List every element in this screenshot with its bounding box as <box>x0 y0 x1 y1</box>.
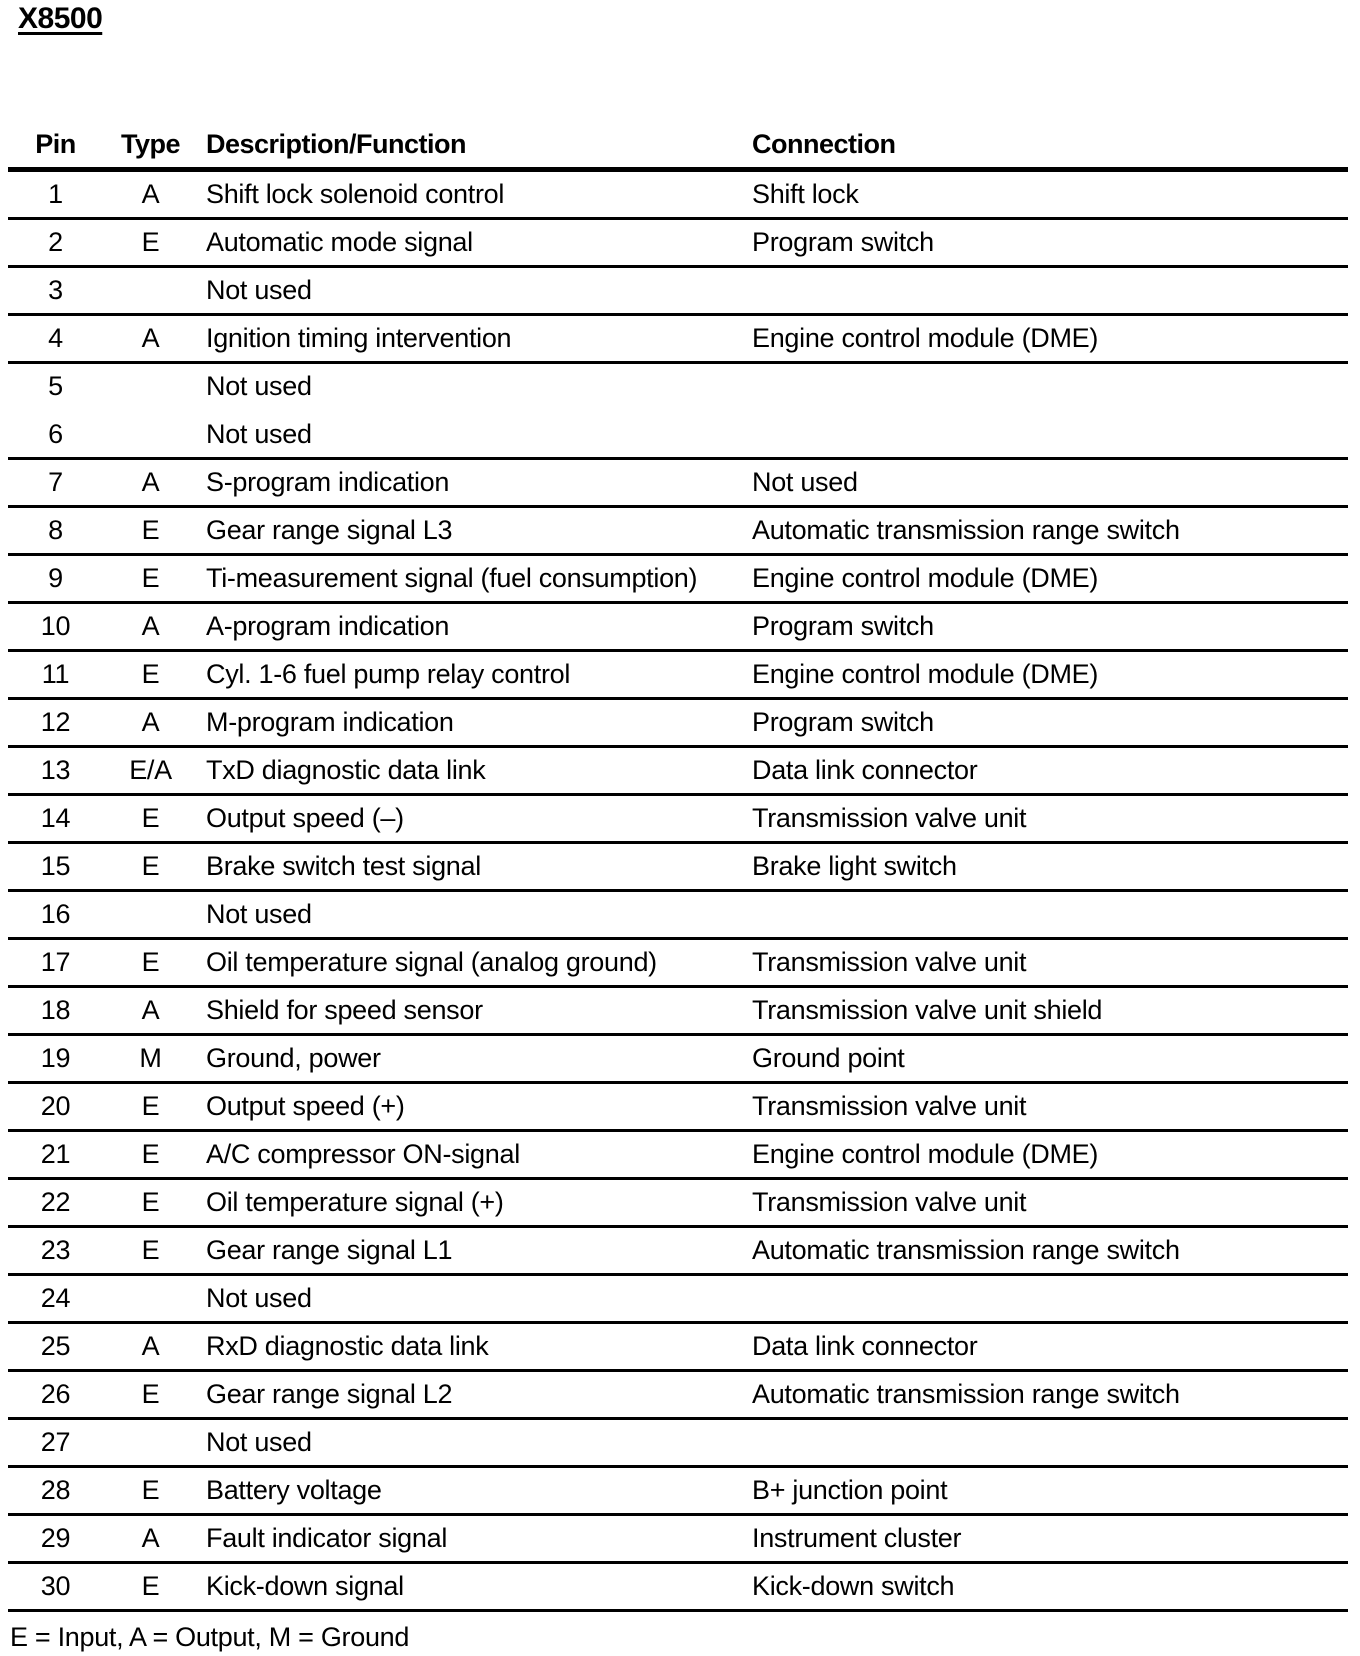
table-row <box>8 315 1348 363</box>
connection-cell: Shift lock <box>742 170 1348 219</box>
description-cell: Output speed (–) <box>198 795 742 843</box>
description-cell: Gear range signal L3 <box>198 507 742 555</box>
type-cell: A <box>103 1515 198 1563</box>
table-row <box>8 1563 1348 1611</box>
table-body <box>8 170 1348 1611</box>
pin-cell: 29 <box>8 1515 103 1563</box>
table-row <box>8 507 1348 555</box>
type-cell <box>103 363 198 411</box>
type-cell <box>103 267 198 315</box>
connection-cell: Automatic transmission range switch <box>742 1227 1348 1275</box>
table-row <box>8 1179 1348 1227</box>
pin-cell: 24 <box>8 1275 103 1323</box>
connection-cell: B+ junction point <box>742 1467 1348 1515</box>
type-cell: E <box>103 651 198 699</box>
connection-cell: Transmission valve unit <box>742 795 1348 843</box>
table-row <box>8 651 1348 699</box>
description-cell: Ti-measurement signal (fuel consumption) <box>198 555 742 603</box>
connection-cell: Program switch <box>742 603 1348 651</box>
description-cell: Brake switch test signal <box>198 843 742 891</box>
pin-cell: 21 <box>8 1131 103 1179</box>
description-cell: Ignition timing intervention <box>198 315 742 363</box>
description-cell: Not used <box>198 411 742 459</box>
table-row <box>8 555 1348 603</box>
table-row <box>8 1515 1348 1563</box>
type-cell: E <box>103 1131 198 1179</box>
type-legend: E = Input, A = Output, M = Ground <box>10 1622 410 1652</box>
description-cell: Not used <box>198 1275 742 1323</box>
type-cell <box>103 1275 198 1323</box>
pin-cell: 9 <box>8 555 103 603</box>
description-cell: Oil temperature signal (+) <box>198 1179 742 1227</box>
table-header-row <box>8 122 1348 170</box>
connection-cell <box>742 1275 1348 1323</box>
description-cell: Kick-down signal <box>198 1563 742 1611</box>
type-cell: E <box>103 1179 198 1227</box>
pin-cell: 4 <box>8 315 103 363</box>
pin-cell: 23 <box>8 1227 103 1275</box>
description-cell: A-program indication <box>198 603 742 651</box>
table-row <box>8 603 1348 651</box>
table-row <box>8 939 1348 987</box>
pin-cell: 6 <box>8 411 103 459</box>
description-cell: Gear range signal L2 <box>198 1371 742 1419</box>
pin-cell: 19 <box>8 1035 103 1083</box>
connection-cell: Data link connector <box>742 747 1348 795</box>
type-cell <box>103 411 198 459</box>
pin-cell: 27 <box>8 1419 103 1467</box>
connection-cell <box>742 1419 1348 1467</box>
header-pin: Pin <box>8 122 103 170</box>
description-cell: Not used <box>198 891 742 939</box>
type-cell <box>103 1419 198 1467</box>
description-cell: Gear range signal L1 <box>198 1227 742 1275</box>
connection-cell: Instrument cluster <box>742 1515 1348 1563</box>
description-cell: Not used <box>198 267 742 315</box>
table-row <box>8 363 1348 411</box>
pin-cell: 7 <box>8 459 103 507</box>
table-row <box>8 891 1348 939</box>
header-type: Type <box>103 122 198 170</box>
type-cell: A <box>103 1323 198 1371</box>
connection-cell: Engine control module (DME) <box>742 555 1348 603</box>
connection-cell <box>742 363 1348 411</box>
pin-cell: 5 <box>48 371 63 401</box>
type-cell: A <box>103 699 198 747</box>
table-row <box>8 1371 1348 1419</box>
connection-cell: Data link connector <box>742 1323 1348 1371</box>
type-cell: E <box>103 795 198 843</box>
description-cell: Oil temperature signal (analog ground) <box>198 939 742 987</box>
pin-cell: 2 <box>8 219 103 267</box>
description-cell: Cyl. 1-6 fuel pump relay control <box>198 651 742 699</box>
description-cell: Output speed (+) <box>198 1083 742 1131</box>
type-cell: A <box>103 170 198 219</box>
pin-cell: 1 <box>8 170 103 219</box>
pin-cell: 26 <box>8 1371 103 1419</box>
header-description: Description/Function <box>198 122 742 170</box>
table-row <box>8 795 1348 843</box>
type-cell: E <box>103 843 198 891</box>
description-cell: S-program indication <box>198 459 742 507</box>
table-row <box>8 1227 1348 1275</box>
type-cell: M <box>103 1035 198 1083</box>
pin-cell: 12 <box>8 699 103 747</box>
table-row <box>8 1323 1348 1371</box>
pin-cell: 20 <box>8 1083 103 1131</box>
type-cell: E <box>103 1083 198 1131</box>
table-row <box>8 747 1348 795</box>
description-cell: Fault indicator signal <box>198 1515 742 1563</box>
table-row <box>8 1131 1348 1179</box>
table-row <box>8 699 1348 747</box>
connection-cell: Not used <box>742 459 1348 507</box>
connection-cell: Brake light switch <box>742 843 1348 891</box>
description-cell: Battery voltage <box>198 1467 742 1515</box>
description-cell: Not used <box>198 1419 742 1467</box>
connection-cell <box>742 891 1348 939</box>
type-cell: E <box>103 1563 198 1611</box>
table-row <box>8 1275 1348 1323</box>
table-row <box>8 1419 1348 1467</box>
pin-cell: 18 <box>8 987 103 1035</box>
type-cell <box>103 891 198 939</box>
table-row <box>8 411 1348 459</box>
description-cell: Automatic mode signal <box>198 219 742 267</box>
table-row <box>8 170 1348 219</box>
connection-cell: Engine control module (DME) <box>742 651 1348 699</box>
connection-cell <box>742 411 1348 459</box>
pin-cell: 22 <box>8 1179 103 1227</box>
pin-cell: 10 <box>8 603 103 651</box>
description-cell: RxD diagnostic data link <box>198 1323 742 1371</box>
pin-cell: 25 <box>8 1323 103 1371</box>
pin-cell: 28 <box>8 1467 103 1515</box>
type-cell: A <box>103 987 198 1035</box>
pin-cell: 8 <box>8 507 103 555</box>
type-cell: E <box>103 1371 198 1419</box>
type-cell: E/A <box>103 747 198 795</box>
table-row <box>8 459 1348 507</box>
connection-cell <box>742 267 1348 315</box>
description-cell: TxD diagnostic data link <box>198 747 742 795</box>
type-cell: E <box>103 555 198 603</box>
description-cell: M-program indication <box>198 699 742 747</box>
connection-cell: Program switch <box>742 699 1348 747</box>
connection-cell: Transmission valve unit <box>742 1083 1348 1131</box>
connection-cell: Engine control module (DME) <box>742 315 1348 363</box>
table-row <box>8 987 1348 1035</box>
pin-table <box>8 122 1348 1612</box>
connection-cell: Kick-down switch <box>742 1563 1348 1611</box>
description-cell: Not used <box>206 371 312 401</box>
description-cell: Shield for speed sensor <box>198 987 742 1035</box>
pin-cell: 13 <box>8 747 103 795</box>
pin-cell: 30 <box>8 1563 103 1611</box>
connection-cell: Ground point <box>742 1035 1348 1083</box>
page-title: X8500 <box>18 2 103 35</box>
type-cell: A <box>103 459 198 507</box>
table-row <box>8 219 1348 267</box>
table-row <box>8 843 1348 891</box>
type-cell: E <box>103 507 198 555</box>
connection-cell: Transmission valve unit <box>742 939 1348 987</box>
type-cell: E <box>103 939 198 987</box>
connection-cell: Automatic transmission range switch <box>742 1371 1348 1419</box>
description-cell: Shift lock solenoid control <box>198 170 742 219</box>
table-row <box>8 1083 1348 1131</box>
pin-cell: 17 <box>8 939 103 987</box>
pin-cell: 15 <box>8 843 103 891</box>
connection-cell: Engine control module (DME) <box>742 1131 1348 1179</box>
pin-cell: 16 <box>8 891 103 939</box>
type-cell: E <box>103 1227 198 1275</box>
type-cell: E <box>103 1467 198 1515</box>
type-cell: A <box>103 603 198 651</box>
table-row <box>8 1467 1348 1515</box>
description-cell: Ground, power <box>198 1035 742 1083</box>
type-cell: A <box>103 315 198 363</box>
connection-cell: Transmission valve unit shield <box>742 987 1348 1035</box>
table-row <box>8 1035 1348 1083</box>
description-cell: A/C compressor ON-signal <box>198 1131 742 1179</box>
type-cell: E <box>103 219 198 267</box>
pin-cell: 14 <box>8 795 103 843</box>
table-row <box>8 267 1348 315</box>
connection-cell: Automatic transmission range switch <box>742 507 1348 555</box>
connection-cell: Program switch <box>742 219 1348 267</box>
pin-cell: 3 <box>8 267 103 315</box>
connection-cell: Transmission valve unit <box>742 1179 1348 1227</box>
pin-cell: 11 <box>8 651 103 699</box>
header-connection: Connection <box>742 122 1348 170</box>
